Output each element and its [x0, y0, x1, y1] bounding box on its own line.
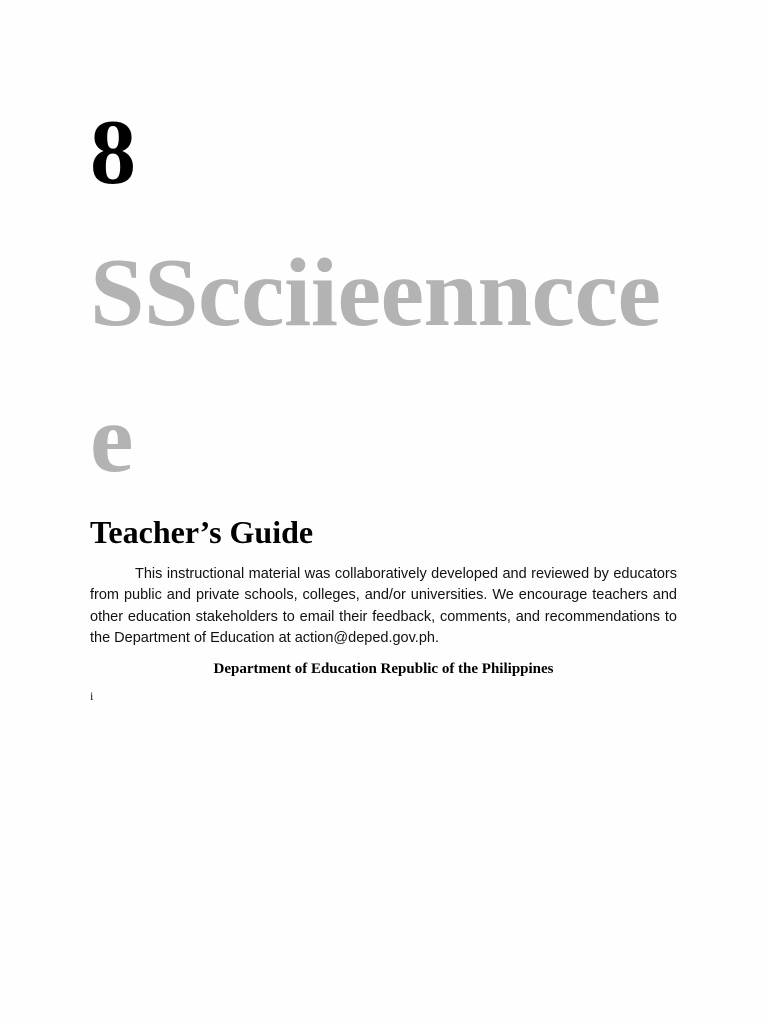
- subject-title-line-2: e: [90, 385, 133, 493]
- department-name: Department of Education Republic of the Philippines: [213, 661, 554, 677]
- grade-number: 8: [90, 101, 136, 203]
- intro-paragraph: This instructional material was collaboratively developed and reviewed by educators from public and private schools, colleges, and/or universities. We encourage teachers and other education stakeholders to email their feedback, comments, and recommendations to the Department of Education at action@deped.gov.ph.: [90, 566, 677, 646]
- subject-title-line-1: SScciieenncce: [90, 239, 661, 347]
- page-number: i: [90, 689, 94, 703]
- guide-title: Teacher’s Guide: [90, 514, 314, 550]
